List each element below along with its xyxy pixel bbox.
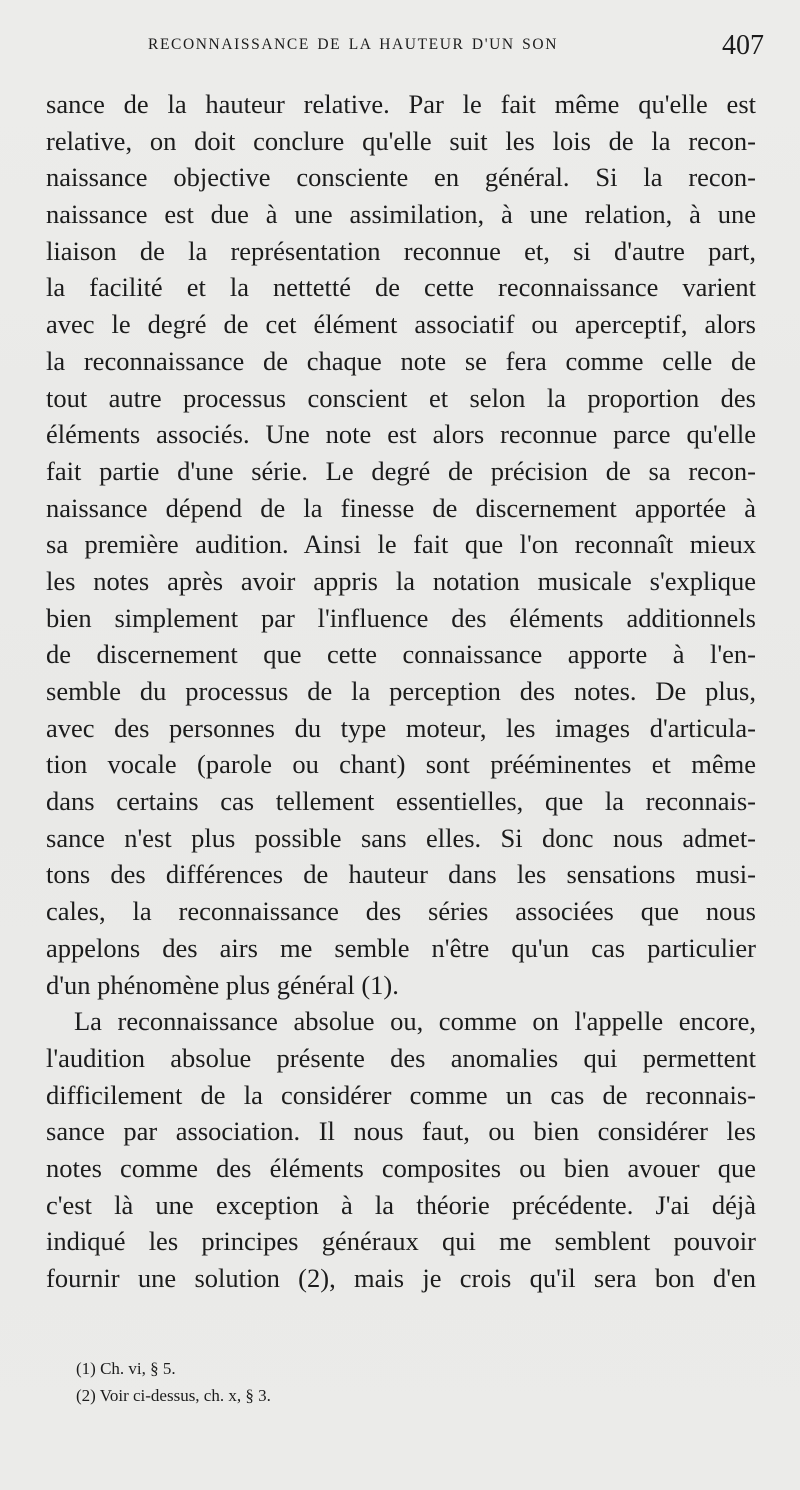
text-line: liaison de la représentation reconnue et, si d'autre part, — [46, 235, 756, 266]
text-line: tion vocale (parole ou chant) sont prééminentes et même — [46, 749, 756, 780]
text-line: indiqué les principes généraux qui me semblent pouvoir — [46, 1226, 756, 1257]
text-line: semble du processus de la perception des notes. De plus, — [46, 676, 756, 706]
body-text — [46, 86, 756, 1297]
text-line: de discernement que cette connaissance apporte à l'en- — [46, 639, 756, 670]
text-line: fournir une solution (2), mais je crois qu'il sera bon d'en — [46, 1263, 756, 1293]
text-line: sance de la hauteur relative. Par le fait même qu'elle est — [46, 89, 756, 119]
text-line: avec le degré de cet élément associatif ou aperceptif, alors — [46, 309, 756, 340]
footnote-2: (2) Voir ci-dessus, ch. x, § 3. — [76, 1386, 271, 1405]
text-line: sance n'est plus possible sans elles. Si donc nous admet- — [46, 822, 756, 853]
text-line: sa première audition. Ainsi le fait que l'on reconnaît mieux — [46, 529, 756, 560]
text-line: sance par association. Il nous faut, ou bien considérer les — [46, 1116, 756, 1147]
text-line: avec des personnes du type moteur, les images d'articula- — [46, 712, 756, 743]
paragraph-end-line: d'un phénomène plus général (1). — [46, 969, 399, 1000]
footnote-1: (1) Ch. vi, § 5. — [76, 1359, 176, 1378]
running-head — [148, 30, 764, 70]
paragraph-start-line: La reconnaissance absolue ou, comme on l'appelle encore, — [74, 1006, 756, 1037]
text-line: relative, on doit conclure qu'elle suit les lois de la recon- — [46, 125, 756, 156]
text-line: tout autre processus conscient et selon la proportion des — [46, 382, 756, 413]
text-line: dans certains cas tellement essentielles, que la reconnais- — [46, 786, 756, 817]
footnotes — [76, 1355, 676, 1409]
text-line: tons des différences de hauteur dans les sensations musi- — [46, 859, 756, 890]
text-line: naissance dépend de la finesse de discernement apportée à — [46, 492, 756, 523]
text-line: naissance est due à une assimilation, à une relation, à une — [46, 199, 756, 230]
text-line: notes comme des éléments composites ou bien avouer que — [46, 1152, 756, 1183]
text-line: fait partie d'une série. Le degré de précision de sa recon- — [46, 455, 756, 486]
text-line: les notes après avoir appris la notation musicale s'explique — [46, 565, 756, 596]
text-line: cales, la reconnaissance des séries associées que nous — [46, 896, 756, 927]
text-line: la facilité et la nettetté de cette reconnaissance varient — [46, 272, 756, 303]
text-line: bien simplement par l'influence des éléments additionnels — [46, 602, 756, 633]
text-line: la reconnaissance de chaque note se fera comme celle de — [46, 345, 756, 376]
text-line: naissance objective consciente en général. Si la recon- — [46, 162, 756, 193]
text-line: difficilement de la considérer comme un cas de reconnais- — [46, 1079, 756, 1110]
text-line: l'audition absolue présente des anomalies qui permettent — [46, 1042, 756, 1073]
page-number: 407 — [722, 30, 764, 61]
text-line: c'est là une exception à la théorie précédente. J'ai déjà — [46, 1189, 756, 1220]
text-line: appelons des airs me semble n'être qu'un cas particulier — [46, 932, 756, 963]
running-title: RECONNAISSANCE DE LA HAUTEUR D'UN SON — [148, 36, 558, 53]
text-line: éléments associés. Une note est alors reconnue parce qu'elle — [46, 419, 756, 450]
